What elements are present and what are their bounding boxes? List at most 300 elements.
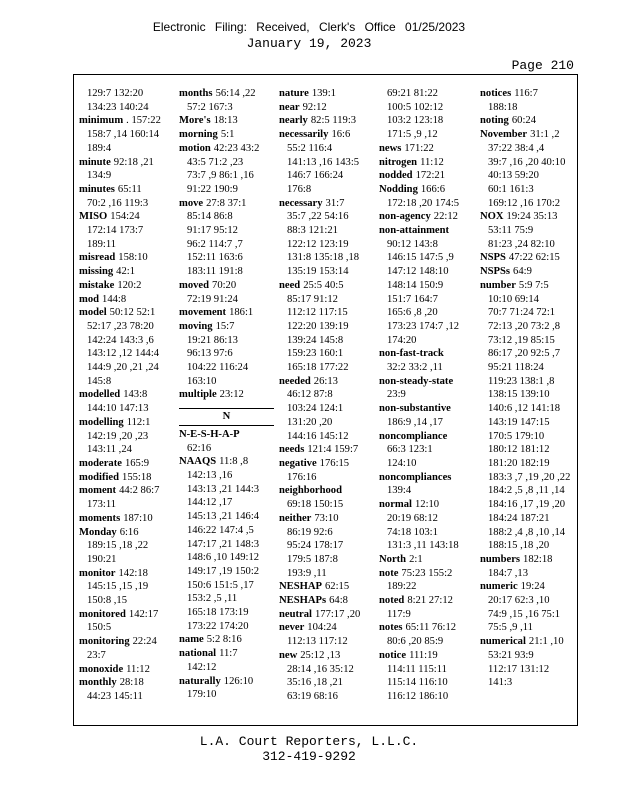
page-line-reference: 172:21 — [415, 170, 446, 182]
page-line-reference: 6:16 — [119, 526, 139, 538]
index-term: modified — [79, 471, 120, 483]
index-entry — [379, 347, 474, 374]
page-line-reference: 80:6 ,20 85:9 — [387, 636, 444, 648]
page-line-reference: 143:8 — [123, 389, 148, 401]
index-column-2 — [179, 87, 274, 702]
index-entry — [480, 87, 575, 114]
page-line-reference: 73:12 ,19 85:15 — [488, 334, 555, 346]
page-line-reference: 177:17 ,20 — [314, 608, 361, 620]
page-line-reference: 62:16 — [187, 442, 212, 454]
footer-phone: 312-419-9292 — [262, 749, 356, 764]
page-line-reference: 23:12 — [219, 389, 244, 401]
page-line-reference: 126:10 — [223, 675, 254, 687]
page-line-reference: 8:21 27:12 — [407, 595, 453, 607]
index-entry — [480, 265, 575, 279]
index-term: noting — [480, 115, 509, 127]
page-line-reference: 96:13 97:6 — [187, 348, 233, 360]
index-term: minute — [79, 156, 111, 168]
index-term: move — [179, 197, 204, 209]
page-line-reference: 74:9 ,15 ,16 75:1 — [488, 608, 561, 620]
page-line-reference: 171:5 ,9 ,12 — [387, 129, 438, 141]
page-line-reference: 19:21 86:13 — [187, 334, 238, 346]
index-entry — [179, 633, 274, 647]
page-line-reference: 188:2 ,4 ,8 ,10 ,14 — [488, 526, 566, 538]
index-term: missing — [79, 266, 114, 278]
page-line-reference: 75:5 ,9 ,11 — [488, 622, 533, 634]
index-term: numbers — [480, 553, 521, 565]
page-line-reference: 146:22 147:4 ,5 — [187, 524, 254, 536]
index-entry — [79, 608, 174, 635]
index-term: NOX — [480, 211, 504, 223]
page-line-reference: 37:22 38:4 ,4 — [488, 142, 545, 154]
index-term: moderate — [79, 457, 122, 469]
index-entry — [279, 649, 374, 704]
page-line-reference: 70:2 ,16 119:3 — [87, 197, 149, 209]
page-line-reference: 18:13 — [213, 115, 238, 127]
page-line-reference: . 157:22 — [126, 115, 161, 127]
index-column-4 — [379, 87, 474, 704]
index-term: morning — [179, 129, 218, 141]
page-line-reference: 73:10 — [314, 512, 339, 524]
page-line-reference: 141:13 ,16 143:5 — [287, 156, 360, 168]
page-line-reference: 183:3 ,7 ,19 ,20 ,22 — [488, 471, 571, 483]
index-term: naturally — [179, 675, 221, 687]
page-line-reference: 165:18 173:19 — [187, 607, 249, 619]
index-term: news — [379, 142, 402, 154]
index-term: noted — [379, 595, 405, 607]
page-line-reference: 151:7 164:7 — [387, 293, 438, 305]
page-line-reference: 27:8 37:1 — [206, 197, 247, 209]
index-entry — [480, 251, 575, 265]
index-term: multiple — [179, 389, 217, 401]
page-line-reference: 152:11 163:6 — [187, 252, 243, 264]
index-term: monthly — [79, 677, 117, 689]
word-index-frame — [73, 74, 578, 726]
index-entry — [279, 512, 374, 581]
page-line-reference: 189:22 — [387, 581, 417, 593]
page-line-reference: 142:17 — [128, 608, 159, 620]
page-line-reference: 193:9 ,11 — [287, 567, 327, 579]
page-line-reference: 65:11 — [117, 183, 142, 195]
page-line-reference: 176:16 — [287, 471, 317, 483]
index-entry — [279, 114, 374, 128]
index-entry — [379, 224, 474, 347]
index-entry — [79, 526, 174, 567]
index-entry — [179, 647, 274, 674]
page-line-reference: 57:2 167:3 — [187, 101, 233, 113]
index-term: needs — [279, 444, 305, 456]
index-term: never — [279, 622, 305, 634]
page-line-reference: 112:1 — [126, 416, 151, 428]
page-line-reference: 124:10 — [387, 457, 417, 469]
index-term: noncompliance — [379, 430, 448, 442]
index-entry — [279, 101, 374, 115]
index-entry — [179, 320, 274, 389]
index-entry — [480, 114, 575, 128]
index-entry — [179, 279, 274, 306]
page-line-reference: 60:1 161:3 — [488, 183, 534, 195]
index-column-3 — [279, 87, 374, 704]
page-line-reference: 11:12 — [420, 156, 444, 168]
footer-company: L.A. Court Reporters, L.L.C. — [199, 734, 419, 749]
page-line-reference: 85:17 91:12 — [287, 293, 338, 305]
index-entry — [379, 183, 474, 210]
page-line-reference: 184:7 ,13 — [488, 567, 529, 579]
index-entry — [79, 484, 174, 511]
page-line-reference: 66:3 123:1 — [387, 444, 433, 456]
index-entry — [79, 567, 174, 608]
page-line-reference: 32:2 33:2 ,11 — [387, 362, 443, 374]
index-entry — [379, 471, 474, 498]
index-entry — [379, 649, 474, 704]
index-entry — [379, 430, 474, 471]
page-line-reference: 159:23 160:1 — [287, 348, 344, 360]
index-term: monitored — [79, 608, 126, 620]
page-line-reference: 173:22 174:20 — [187, 620, 249, 632]
index-entry — [279, 580, 374, 594]
page-line-reference: 148:14 150:9 — [387, 279, 444, 291]
page-line-reference: 22:24 — [132, 636, 157, 648]
page-line-reference: 146:7 166:24 — [287, 170, 344, 182]
page-line-reference: 138:15 139:10 — [488, 389, 550, 401]
page-line-reference: 142:12 — [187, 661, 217, 673]
page-line-reference: 169:12 ,16 170:2 — [488, 197, 561, 209]
index-term: mistake — [79, 279, 115, 291]
index-term: moving — [179, 320, 213, 332]
index-entry — [79, 114, 174, 155]
page-line-reference: 46:12 87:8 — [287, 389, 333, 401]
page-line-reference: 60:24 — [511, 115, 536, 127]
index-term: numeric — [480, 581, 518, 593]
filing-header: Electronic Filing: Received, Clerk's Office 01/25/2023 — [152, 20, 466, 34]
page-line-reference: 112:13 117:12 — [287, 636, 348, 648]
page-line-reference: 179:5 187:8 — [287, 553, 338, 565]
index-term: moment — [79, 485, 117, 497]
index-term: notices — [480, 88, 512, 99]
page-line-reference: 44:2 86:7 — [119, 485, 160, 497]
index-entry — [179, 675, 274, 702]
index-entry — [379, 553, 474, 567]
page-line-reference: 142:24 143:3 ,6 — [87, 334, 154, 346]
index-term: NESHAPs — [279, 595, 327, 607]
index-term: nitrogen — [379, 156, 418, 168]
page-line-reference: 31:7 — [325, 197, 345, 209]
index-entry — [480, 128, 575, 210]
page-line-reference: 142:19 ,20 ,23 — [87, 430, 149, 442]
page-line-reference: 174:20 — [387, 334, 417, 346]
index-entry — [179, 455, 274, 633]
index-entry — [179, 142, 274, 197]
index-term: necessary — [279, 197, 323, 209]
page-line-reference: 116:12 186:10 — [387, 690, 449, 702]
index-entry — [480, 635, 575, 690]
page-line-reference: 26:13 — [313, 375, 338, 387]
index-entry — [179, 87, 274, 114]
page-line-reference: 163:10 — [187, 375, 217, 387]
index-entry — [480, 210, 575, 251]
page-line-reference: 21:1 ,10 — [528, 636, 564, 648]
page-line-reference: 144:10 147:13 — [87, 403, 149, 415]
page-line-reference: 131:3 ,11 143:18 — [387, 540, 459, 552]
page-line-reference: 131:8 135:18 ,18 — [287, 252, 360, 264]
page-line-reference: 158:7 ,14 160:14 — [87, 129, 160, 141]
index-entry — [179, 428, 274, 455]
index-term: mod — [79, 293, 100, 305]
index-term: negative — [279, 457, 317, 469]
page-line-reference: 15:7 — [215, 320, 235, 332]
index-term: notes — [379, 622, 403, 634]
page-line-reference: 144:12 ,17 — [187, 497, 233, 509]
index-entry — [79, 512, 174, 526]
page-line-reference: 42:1 — [116, 266, 135, 278]
index-entry — [79, 279, 174, 293]
page-line-reference: 91:17 95:12 — [187, 225, 238, 237]
page-line-reference: 190:21 — [87, 553, 117, 565]
index-term: non-fast-track — [379, 348, 444, 360]
index-entry — [79, 676, 174, 703]
page-line-reference: 65:11 76:12 — [405, 622, 457, 634]
page-line-reference: 56:14 ,22 — [215, 88, 256, 99]
index-entry — [379, 402, 474, 429]
index-entry — [480, 553, 575, 580]
page-line-reference: 92:12 — [302, 101, 327, 113]
page-line-reference: 86:19 92:6 — [287, 526, 333, 538]
page-line-reference: 112:17 131:12 — [488, 663, 550, 675]
index-term: MISO — [79, 211, 108, 223]
page-line-reference: 172:14 173:7 — [87, 225, 144, 237]
page-line-reference: 5:1 — [220, 129, 235, 141]
page-line-reference: 95:21 118:24 — [488, 362, 544, 374]
index-term: model — [79, 307, 107, 319]
page-line-reference: 104:24 — [307, 622, 337, 634]
page-line-reference: 144:8 — [102, 293, 127, 305]
page-line-reference: 144:16 145:12 — [287, 430, 349, 442]
index-entry — [179, 306, 274, 320]
index-term: need — [279, 279, 301, 291]
page-line-reference: 23:9 — [387, 389, 406, 401]
index-entry — [379, 567, 474, 594]
page-line-reference: 165:6 ,8 ,20 — [387, 307, 438, 319]
page-line-reference: 85:14 86:8 — [187, 211, 233, 223]
index-term: numerical — [480, 636, 526, 648]
page-line-reference: 184:24 187:21 — [488, 512, 550, 524]
page-line-reference: 70:20 — [212, 279, 237, 291]
page-line-reference: 12:10 — [414, 499, 440, 511]
page-line-reference: 82:5 119:3 — [310, 115, 357, 127]
page-line-reference: 131:20 ,20 — [287, 416, 333, 428]
index-entry — [379, 142, 474, 156]
page-line-reference: 112:12 117:15 — [287, 307, 348, 319]
page-line-reference: 143:12 ,12 144:4 — [87, 348, 160, 360]
page-line-reference: 129:7 132:20 — [87, 88, 144, 99]
index-term: notice — [379, 649, 407, 661]
page-line-reference: 74:18 103:1 — [387, 526, 438, 538]
page-line-reference: 103:24 124:1 — [287, 403, 344, 415]
page-line-reference: 5:2 8:16 — [206, 634, 242, 646]
page-line-reference: 140:6 ,12 141:18 — [488, 403, 561, 415]
index-entry — [379, 621, 474, 648]
index-entry — [179, 197, 274, 279]
page-line-reference: 149:17 ,19 150:2 — [187, 565, 260, 577]
index-entry — [79, 156, 174, 183]
page-line-reference: 119:23 138:1 ,8 — [488, 375, 555, 387]
page-line-reference: 72:19 91:24 — [187, 293, 238, 305]
index-term: misread — [79, 252, 116, 264]
page-line-reference: 158:10 — [118, 252, 148, 264]
index-entry — [279, 621, 374, 648]
page-line-reference: 55:2 116:4 — [287, 142, 333, 154]
index-term: moments — [79, 512, 121, 524]
page-line-reference: 134:23 140:24 — [87, 101, 149, 113]
page-line-reference: 186:9 ,14 ,17 — [387, 416, 443, 428]
page-line-reference: 22:12 — [433, 211, 458, 223]
index-term: movement — [179, 307, 227, 319]
page-line-reference: 150:5 — [87, 622, 112, 634]
page-line-reference: 147:17 ,21 148:3 — [187, 538, 260, 550]
page-line-reference: 142:13 ,16 — [187, 469, 233, 481]
index-entry — [379, 87, 474, 142]
page-line-reference: 25:12 ,13 — [300, 649, 341, 661]
page-line-reference: 148:6 ,10 149:12 — [187, 552, 260, 564]
page-line-reference: 142:18 — [118, 567, 148, 579]
index-entry — [79, 416, 174, 457]
page-line-reference: 181:20 182:19 — [488, 457, 550, 469]
index-term: NAAQS — [179, 456, 217, 468]
index-entry — [79, 251, 174, 265]
index-term: monoxide — [79, 663, 124, 675]
index-term: neither — [279, 512, 312, 524]
page-line-reference: 44:23 145:11 — [87, 690, 143, 702]
page-line-reference: 104:22 116:24 — [187, 362, 249, 374]
page-line-reference: 186:1 — [229, 307, 254, 319]
page-line-reference: 23:7 — [87, 649, 106, 661]
page-line-reference: 147:12 148:10 — [387, 266, 449, 278]
page-line-reference: 31:1 ,2 — [530, 129, 560, 141]
index-term: needed — [279, 375, 311, 387]
index-term: North — [379, 553, 407, 565]
page-line-reference: 47:22 62:15 — [508, 252, 560, 264]
page-line-reference: 165:18 177:22 — [287, 362, 349, 374]
index-entry — [379, 498, 474, 553]
page-line-reference: 145:15 ,15 ,19 — [87, 581, 149, 593]
page-line-reference: 20:17 62:3 ,10 — [488, 595, 550, 607]
index-term: Nodding — [379, 183, 418, 195]
page-line-reference: 116:7 — [514, 88, 538, 99]
index-term: monitor — [79, 567, 116, 579]
page-line-reference: 5:9 7:5 — [518, 279, 549, 291]
index-entry — [79, 87, 174, 114]
index-entry — [79, 265, 174, 279]
page-line-reference: 139:24 145:8 — [287, 334, 344, 346]
page-line-reference: 117:9 — [387, 608, 411, 620]
page-line-reference: 153:2 ,5 ,11 — [187, 593, 238, 605]
index-term: modelled — [79, 389, 121, 401]
page-line-reference: 35:7 ,22 54:16 — [287, 211, 349, 223]
index-term: monitoring — [79, 636, 130, 648]
page-line-reference: 121:4 159:7 — [307, 444, 359, 456]
index-term: non-steady-state — [379, 375, 454, 387]
index-entry — [379, 594, 474, 621]
index-term: More's — [179, 115, 211, 127]
index-entry — [480, 580, 575, 635]
page-line-reference: 189:4 — [87, 142, 112, 154]
index-entry — [79, 471, 174, 485]
page-line-reference: 184:2 ,5 ,8 ,11 ,14 — [488, 485, 565, 497]
page-line-reference: 182:18 — [523, 553, 553, 565]
index-term: new — [279, 649, 298, 661]
index-entry — [279, 594, 374, 608]
index-term: noncompliances — [379, 471, 452, 483]
page-line-reference: 72:13 ,20 73:2 ,8 — [488, 320, 561, 332]
index-term: N-E-S-H-A-P — [179, 428, 240, 440]
page-line-reference: 86:17 ,20 92:5 ,7 — [488, 348, 561, 360]
index-term: non-substantive — [379, 403, 451, 415]
page-line-reference: 166:6 — [420, 183, 446, 195]
page-line-reference: 103:2 123:18 — [387, 115, 444, 127]
page-line-reference: 179:10 — [187, 689, 217, 701]
page-line-reference: 114:11 115:11 — [387, 663, 447, 675]
index-entry — [279, 443, 374, 457]
index-term: nearly — [279, 115, 308, 127]
index-entry — [79, 635, 174, 662]
index-entry — [79, 183, 174, 210]
page-line-reference: 35:16 ,18 ,21 — [287, 677, 343, 689]
index-entry — [379, 210, 474, 224]
page-line-reference: 40:13 59:20 — [488, 170, 539, 182]
page-line-reference: 180:12 181:12 — [488, 444, 550, 456]
page-line-reference: 143:19 147:15 — [488, 416, 550, 428]
index-term: NSPS — [480, 252, 506, 264]
page-line-reference: 120:2 — [117, 279, 142, 291]
page-line-reference: 19:24 35:13 — [506, 211, 558, 223]
index-entry — [179, 128, 274, 142]
index-entry — [279, 197, 374, 279]
index-term: months — [179, 88, 213, 99]
index-entry — [279, 375, 374, 444]
page-line-reference: 176:8 — [287, 183, 312, 195]
page-line-reference: 28:18 — [119, 677, 144, 689]
index-term: non-agency — [379, 211, 431, 223]
index-term: motion — [179, 142, 211, 154]
index-column-1 — [79, 87, 174, 704]
index-entry — [179, 388, 274, 402]
page-line-reference: 150:6 151:5 ,17 — [187, 579, 254, 591]
page-line-reference: 52:17 ,23 78:20 — [87, 320, 154, 332]
index-term: note — [379, 567, 399, 579]
page-line-reference: 95:24 178:17 — [287, 540, 344, 552]
index-entry — [379, 169, 474, 183]
page-line-reference: 172:18 ,20 174:5 — [387, 197, 460, 209]
index-term: necessarily — [279, 129, 329, 141]
page-line-reference: 139:1 — [311, 88, 336, 99]
page-line-reference: 16:6 — [331, 129, 351, 141]
page-line-reference: 25:5 40:5 — [303, 279, 344, 291]
page-line-reference: 187:10 — [123, 512, 153, 524]
page-line-reference: 69:21 81:22 — [387, 88, 438, 99]
page-line-reference: 150:8 ,15 — [87, 595, 128, 607]
index-entry — [480, 279, 575, 553]
page-line-reference: 64:9 — [513, 266, 532, 278]
index-column-5 — [480, 87, 575, 690]
page-line-reference: 10:10 69:14 — [488, 293, 539, 305]
page-line-reference: 20:19 68:12 — [387, 512, 438, 524]
page-line-reference: 139:4 — [387, 485, 412, 497]
index-term: Monday — [79, 526, 117, 538]
page-line-reference: 81:23 ,24 82:10 — [488, 238, 555, 250]
page-line-reference: 19:24 — [520, 581, 545, 593]
page-line-reference: 143:11 ,24 — [87, 444, 132, 456]
page-line-reference: 11:7 — [219, 648, 238, 660]
